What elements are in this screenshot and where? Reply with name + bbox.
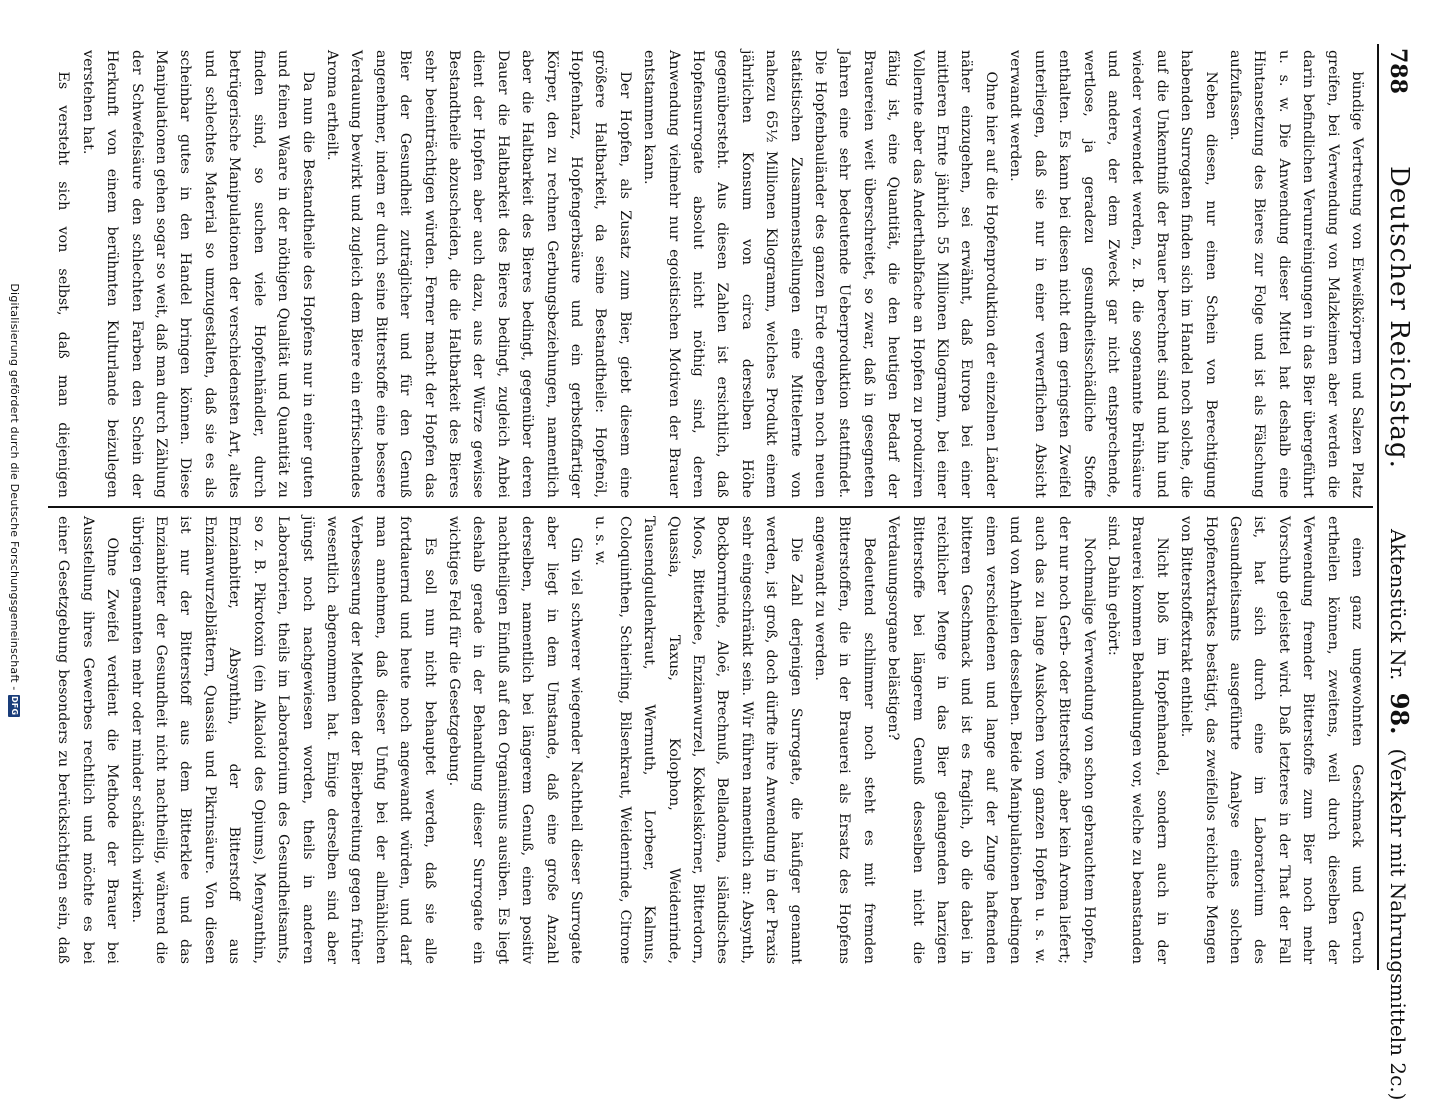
paragraph: Ohne Zweifel verdient die Methode der Brauer bei Ausstellung ihres Gewerbes rechtlich und möchte es bei einer Gesetzgebung besonders zu berücksichtigen sein, daß — [55, 516, 121, 964]
paragraph: Die Zahl derjenigen Surrogate, die häufiger genannt werden, ist groß, doch dürfte ihre Anwendung in der Praxis sehr eingeschränkt sein. Wir führen namentlich an: Absynth, Bockbornrinde, Aloë, Brechnuß, Belladonna, isländisches Moos, Bitterklee, Enzianwurzel, Kokkelskörner, Bitterdorn, Quassia, Taxus, Kolophon, Weidenrinde, Tausendguldenkraut, Wermuth, Lorbeer, Kalmus, Coloquinthen, Schierling, Bilsenkraut, Weidenrinde, Citrone u. s. w. — [592, 516, 804, 964]
paragraph: Es soll nun nicht behauptet werden, daß sie alle fortdauernd und heute noch angewandt würden, und darf man annehmen, daß dieser Unfug bei der allmählichen Verbesserung der Methoden der Bierbereitung gegen früher wesentlich abgenommen hat. Einige derselben sind aber jüngst noch nachgewiesen worden, theils in anderen Laboratorien, theils im Laboratorium des Gesundheitsamts, so z. B. Pikrotoxin (ein Alkaloid des Opiums), Menyanthin, Enzianbitter, Absynthin, der Bitterstoff aus Enzianwurzelblättern, Quassia und Pikrinsäure. Von diesen ist nur der Bitterstoff aus dem Bitterklee und das Enzianbitter der Gesundheit nicht nachtheilig, während die übrigen genannten mehr oder minder schädlich wirken. — [128, 516, 438, 964]
paragraph: Da nun die Bestandtheile des Hopfens nur in einer guten und feinen Waare in der nöthigen Qualität und Quantität zu finden sind, so suchen viele Hopfenhändler, durch betrügerische Manipulationen der verschiedensten Art, altes und schlechtes Material so umzugestalten, daß sie es als scheinbar gutes in den Handel bringen können. Diese Manipulationen gehen sogar so weit, daß man durch Zählung der Schwefelsäure den schlechten Farben den Schein der Herkunft von einem berühmten Kulturlande beizulegen verstehen hat. — [79, 50, 316, 498]
paragraph: Neben diesen, nur einen Schein von Berechtigung habenden Surrogaten finden sich im Handel noch solche, die auf die Unkenntniß der Brauer berechnet sind und hin und wieder verwendet werden, z. B. die sogenannte Brühsäure und andere, der dem Zweck gar nicht entsprechende, wertlose, ja geradezu gesundheitsschädliche Stoffe enthalten. Es kann bei diesen nicht dem geringsten Zweifel unterliegen, daß sie nur in einer verwerflichen Absicht verwandt werden. — [1007, 50, 1219, 498]
paragraph: Der Hopfen, als Zusatz zum Bier, giebt diesem eine größere Haltbarkeit, da seine Bestandtheile: Hopfenöl, Hopfenharz, Hopfengerbsäure und ein gerbstoffartiger Körper, den zu rechnen Gerbungsbeziehungen, namentlich aber die Haltbarkeit des Bieres bedingt, gegenüber deren Dauer die Haltbarkeit des Bieres bedingt, zugleich Anbei dient der Hopfen aber auch dazu, aus der Würze gewisse Bestandtheile abzuscheiden, die die Haltbarkeit des Bieres sehr beeinträchtigen würden. Ferner macht der Hopfen das Bier der Gesundheit zuträglicher und für den Genuß angenehmer, indem er durch seine Bitterstoffe eine bessere Verdauung bewirkt und zugleich dem Biere ein erfrischendes Aroma ertheilt. — [323, 50, 633, 498]
paragraph: Gin viel schwerer wiegender Nachtheil dieser Surrogate aber liegt in dem Umstande, daß eine große Anzahl derselben, namentlich bei längerem Genuß, einen positiv nachtheiligen Einfluß auf den Organismus ausüben. Es liegt deshalb gerade in der Behandlung dieser Surrogate ein wichtiges Feld für die Gesetzgebung. — [445, 516, 584, 964]
digitization-credit — [8, 0, 21, 1000]
paragraph: Es versteht sich von selbst, daß man diejenigen — [55, 71, 72, 498]
column-right — [48, 510, 1373, 970]
paragraph: Nicht bloß im Hopfenhandel, sondern auch in der Brauerei kommen Behandlungen vor, welche zu beanstanden sind. Dahin gehört: — [1104, 516, 1170, 964]
column-left — [48, 44, 1373, 504]
paragraph: bündige Vertretung von Eiweißkörpern und Salzen Platz greifen, bei Verwendung von Malzkeimen aber werden die darin befindlichen Verunreinigungen in das Bier übergeführt u. s. w. Die Anwendung dieser Mittel hat deshalb eine Hintansetzung des Bieres zur Folge und ist als Fälschung aufzufassen. — [1226, 50, 1365, 498]
document-topic: (Verkehr mit Nahrungsmitteln 2c.) — [1386, 748, 1410, 1101]
page-number: 788 — [1385, 48, 1411, 94]
reference-number: 98. — [1385, 692, 1414, 735]
page-header — [1377, 44, 1414, 1101]
paragraph: Nochmalige Verwendung von schon gebrauchtem Hopfen, der nur noch Gerb- oder Bitterstoffe, aber kein Aroma liefert; auch das zu lange Auskochen vom ganzen Hopfen u. s. w. und von Anheilen desselben. Beide Manipulationen bedingen einen verschiedenen und lange auf der Zunge haftenden bitteren Geschmack und ist es fraglich, ob die dabei in reichlicher Menge in das Bier gelangenden harzigen Bitterstoffe bei längerem Genuß desselben nicht die Verdauungsorgane belästigen? — [885, 516, 1097, 964]
credit-text: Digitalisierung gefördert durch die Deutsche Forschungsgemeinschaft - — [8, 283, 21, 691]
publication-title: Deutscher Reichstag. — [1384, 166, 1414, 469]
paragraph: Bedeutend schlimmer noch steht es mit fremden Bitterstoffen, die in der Brauerei als Ersatz des Hopfens angewandt zu werden. — [812, 516, 877, 964]
document-reference — [1385, 529, 1412, 735]
paragraph: einen ganz ungewohnten Geschmack und Geruch ertheilen können, zweitens, weil durch dieselben der Verwendung fremder Bitterstoffe zum Bier noch mehr Vorschub geleistet wird. Daß letzteres in der That der Fall ist, hat sich durch eine im Laboratorium des Gesundheitsamts ausgeführte Analyse eines solchen Hopfenextraktes bestätigt, das zweifellos reichliche Mengen von Bitterstoffextrakt enthielt. — [1178, 516, 1365, 964]
dfg-logo: DFG — [10, 695, 19, 716]
paragraph: Ohne hier auf die Hopfenproduktion der einzelnen Länder näher einzugehen, sei erwähnt, daß Europa bei einer mittleren Ernte jährlich 55 Millionen Kilogramm, bei einer Vollernte aber das Anderthalbfache an Hopfen zu produziren fähig ist, eine Quantität, die den heutigen Bedarf der Brauereien weit überschreitet, so zwar, daß in gesegneten Jahren eine sehr bedeutende Ueberproduktion stattfindet. Die Hopfenbauländer des ganzen Erde ergeben noch neuen statistischen Zusammenstellungen eine Mittelernte von nahezu 65½ Millionen Kilogramm, welches Produkt einem jährlichen Konsum von circa derselben Höhe gegenübersteht. Aus diesen Zahlen ist ersichtlich, daß Hopfensurrogate absolut nicht nöthig sind, deren Anwendung vielmehr nur egoistischen Motiven der Brauer entstammen kann. — [641, 50, 999, 498]
document-page — [37, 0, 1432, 1101]
reference-label: Aktenstück Nr. — [1386, 528, 1410, 681]
column-divider — [48, 506, 1373, 508]
text-columns — [48, 44, 1373, 970]
